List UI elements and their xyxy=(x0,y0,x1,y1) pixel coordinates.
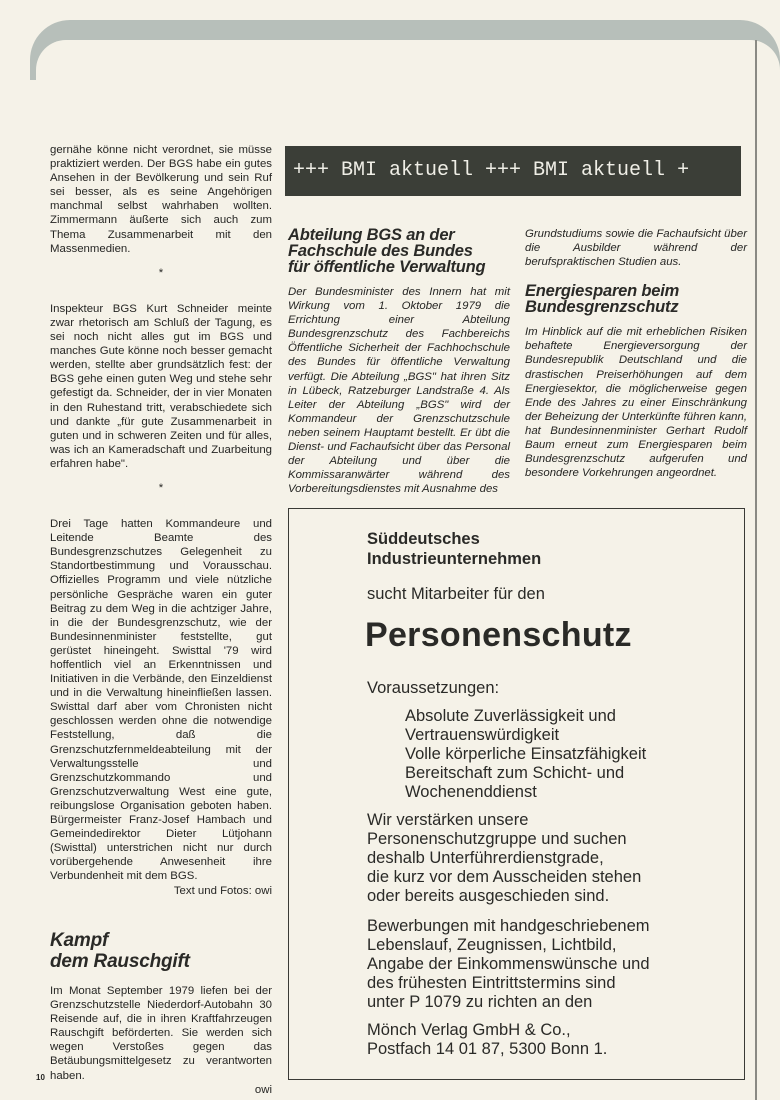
kampf-heading-1: Kampf xyxy=(50,930,109,951)
ad-line: Personenschutzgruppe und suchen xyxy=(367,830,627,848)
ad-paragraph-1 xyxy=(367,811,641,906)
bgs-continuation: Grundstudiums sowie die Fachaufsicht über die Ausbilder während der berufspraktischen Studien aus. xyxy=(525,228,747,269)
ad-requirements-label: Voraussetzungen: xyxy=(367,679,500,697)
bmi-aktuell-banner: +++ BMI aktuell +++ BMI aktuell + xyxy=(285,146,741,196)
kampf-heading-2: dem Rauschgift xyxy=(50,951,190,972)
bgs-heading-1: Abteilung BGS an der xyxy=(288,226,455,244)
ad-paragraph-2 xyxy=(367,917,650,1012)
separator: * xyxy=(158,266,164,279)
paragraph: Drei Tage hatten Kommandeure und Leitende Beamte des Bundesgrenzschutzes Gelegenheit zu Standortbestimmung und Vorausschau. Offizielles Programm und viele nützliche persönliche Gespräche waren ein guter Beitrag zu dem Weg in die achtziger Jahre, in die der Bundesgrenzschutz, wie der Bundesinnenminister feststellte, gut gerüstet hineingeht. Swisttal '79 wird hoffentlich viel an Erkenntnissen und Initiativen in die Verbände, den Einzeldienst und in die Verwaltung hineinfließen lassen. Swisttal darf aber vom Chronisten nicht geschlossen werden ohne die notwendige Feststellung, daß die Grenzschutzfernmeldeabteilung mit der Verwaltungsstelle und Grenzschutzkommando und Grenzschutzverwaltung West eine gute, reibungslose Organisation geboten haben. Bürgermeister Franz-Josef Hambach und Gemeindedirektor Dieter Lütjohann (Swisttal) unterstrichen nicht nur durch vorübergehende Anwesenheit ihre Verbundenheit mit dem BGS. xyxy=(50,518,272,883)
kampf-credit: owi xyxy=(254,1083,272,1096)
ad-address-line: Postfach 14 01 87, 5300 Bonn 1. xyxy=(367,1040,608,1058)
ad-line: unter P 1079 zu richten an den xyxy=(367,993,593,1011)
separator: * xyxy=(158,481,164,494)
ad-line: des frühesten Eintrittstermins sind xyxy=(367,974,616,992)
ad-line: Lebenslauf, Zeugnissen, Lichtbild, xyxy=(367,936,617,954)
page-number: 10 xyxy=(36,1073,45,1082)
kampf-article xyxy=(50,930,272,1097)
kampf-text: Im Monat September 1979 liefen bei der Grenzschutzstelle Niederdorf-Autobahn 30 Reisende auf, die in ihren Kraftfahrzeugen Rauschgift beförderten. Sie werden sich wegen Verstoßes gegen das Betäubungsmittelgesetz zu verantworten haben. xyxy=(50,985,272,1082)
bgs-heading-2: Fachschule des Bundes xyxy=(288,242,473,260)
ad-line: Angabe der Einkommenswünsche und xyxy=(367,955,650,973)
requirement: Vertrauenswürdigkeit xyxy=(405,726,560,744)
credit: Text und Fotos: owi xyxy=(173,884,272,897)
ad-company xyxy=(367,529,541,569)
bgs-article xyxy=(288,227,510,496)
energie-heading-2: Bundesgrenzschutz xyxy=(525,298,679,317)
page-edge-line xyxy=(755,40,757,1100)
ad-line: die kurz vor dem Ausscheiden stehen xyxy=(367,868,642,886)
ad-address xyxy=(367,1021,607,1059)
ad-line: Wir verstärken unsere xyxy=(367,811,529,829)
ad-line: oder bereits ausgeschieden sind. xyxy=(367,887,610,905)
ad-company-line: Süddeutsches xyxy=(367,530,480,548)
ad-line: deshalb Unterführerdienstgrade, xyxy=(367,849,604,867)
ad-position: Personenschutz xyxy=(365,616,632,654)
job-advertisement xyxy=(288,508,745,1080)
bgs-heading-3: für öffentliche Verwaltung xyxy=(288,258,486,276)
left-column xyxy=(50,143,272,898)
requirement: Wochenenddienst xyxy=(405,783,537,801)
requirement: Absolute Zuverlässigkeit und xyxy=(405,707,616,725)
ad-line: Bewerbungen mit handgeschriebenem xyxy=(367,917,650,935)
ad-address-line: Mönch Verlag GmbH & Co., xyxy=(367,1021,571,1039)
paragraph: Inspekteur BGS Kurt Schneider meinte zwar rhetorisch am Schluß der Tagung, es sei noch nicht alles gut im BGS und manches Gute könne noch besser gemacht werden, stellte aber grundsätzlich fest: der BGS gehe einen guten Weg und stehe sehr gefestigt da. Schneider, der in vier Monaten in den Ruhestand tritt, verabschiedete sich und dankte „für gute Zusammenarbeit in guten und in schweren Zeiten und für alles, was ich an Kameradschaft und Zuarbeitung erfahren habe". xyxy=(50,302,272,470)
paragraph: gernähe könne nicht verordnet, sie müsse praktiziert werden. Der BGS habe ein gutes Ansehen in der Bevölkerung und sein Ruf sei besser, als es seine Angehörigen manchmal selbst wahrhaben wollten. Zimmermann äußerte sich auch zum Thema Zusammenarbeit mit den Massenmedien. xyxy=(50,144,272,255)
bgs-text: Der Bundesminister des Innern hat mit Wirkung vom 1. Oktober 1979 die Errichtung einer Abteilung Bundesgrenzschutz des Fachbereichs Öffentliche Sicherheit der Fachhochschule des Bundes für öffentliche Verwaltung verfügt. Die Abteilung „BGS" hat ihren Sitz in Lübeck, Ratzeburger Landstraße 4. Als Leiter der Abteilung „BGS" wird der Kommandeur der Grenzschutzschule neben seinem Hauptamt bestellt. Er übt die Dienst- und Fachaufsicht über das Personal der Abteilung und über die Kommissaranwärter während des Vorbereitungsdienstes mit Ausnahme des xyxy=(288,286,510,496)
ad-requirements xyxy=(405,707,646,802)
right-column xyxy=(525,227,747,480)
ad-seeks: sucht Mitarbeiter für den xyxy=(367,585,545,603)
energie-heading-1: Energiesparen beim xyxy=(525,282,680,301)
energie-text: Im Hinblick auf die mit erheblichen Risiken behaftete Energieversorgung der Bundesrepublik Deutschland und die drastischen Preiserhöhungen auf dem Energiesektor, die möglicherweise gegen Ende des Jahres zu einer Einschränkung der Beheizung der Unterkünfte führen kann, hat Bundesinnenminister Gerhart Rudolf Baum erneut zum Energiesparen beim Bundesgrenzschutz aufgerufen und besondere Vorkehrungen angeordnet. xyxy=(525,326,747,480)
requirement: Volle körperliche Einsatzfähigkeit xyxy=(405,745,647,763)
requirement: Bereitschaft zum Schicht- und xyxy=(405,764,625,782)
ad-company-line: Industrieunternehmen xyxy=(367,550,542,568)
